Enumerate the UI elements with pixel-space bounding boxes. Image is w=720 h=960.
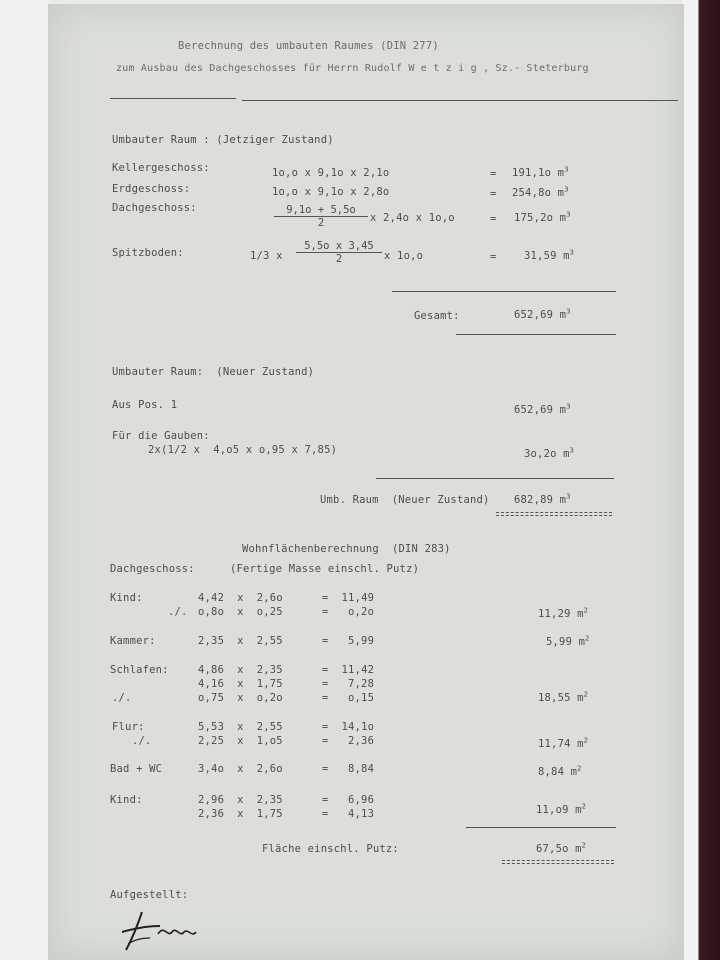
row-formula: x 2,4o x 1o,o	[370, 212, 455, 224]
room-line-prefix: ./.	[112, 692, 132, 704]
row-value: 191,1o $m^3$	[512, 165, 569, 179]
room-label: Flur:	[112, 721, 145, 733]
double-underline	[502, 863, 614, 864]
room-label: Kammer:	[110, 635, 156, 647]
row-value: 31,59 $m^3$	[524, 248, 575, 262]
room-line: 4,16 x 1,75 = 7,28	[198, 678, 375, 690]
pos-label: Aus Pos. 1	[112, 399, 178, 411]
document-subtitle: zum Ausbau des Dachgeschosses für Herrn Rudolf W e t z i g , Sz.- Steterburg	[116, 63, 589, 74]
room-label: Kind:	[110, 794, 143, 806]
room-line-prefix: ./.	[132, 735, 152, 747]
typed-document-page	[48, 4, 684, 960]
pos-value: 652,69 $m^3$	[514, 402, 571, 416]
row-fraction: $\frac{\text{5,5o x 3,45}}{2}$	[296, 240, 382, 265]
double-underline	[502, 860, 614, 861]
double-underline	[496, 515, 612, 516]
room-line: 2,25 x 1,o5 = 2,36	[198, 735, 375, 747]
row-value: 175,2o $m^3$	[514, 210, 571, 224]
room-sum: 11,29 $m^2$	[538, 606, 589, 620]
row-label: Dachgeschoss:	[112, 202, 197, 214]
room-line: 2,36 x 1,75 = 4,13	[198, 808, 375, 820]
room-label: Kind:	[110, 592, 143, 604]
row-prefix: 1/3 x	[250, 250, 283, 262]
room-label: Bad + WC	[110, 763, 163, 775]
room-line: 5,53 x 2,55 = 14,1o	[198, 721, 375, 733]
section1-heading: Umbauter Raum : (Jetziger Zustand)	[112, 134, 334, 146]
row-formula: 1o,o x 9,1o x 2,1o	[272, 167, 390, 179]
room-line: 3,4o x 2,6o = 8,84	[198, 763, 375, 775]
total-label: Fläche einschl. Putz:	[262, 843, 399, 855]
row-formula: x 1o,o	[384, 250, 424, 262]
section3-label: Dachgeschoss:	[110, 563, 195, 575]
room-line: 2,35 x 2,55 = 5,99	[198, 635, 375, 647]
document-title: Berechnung des umbauten Raumes (DIN 277)	[178, 40, 439, 52]
room-sum: 5,99 $m^2$	[546, 634, 590, 648]
section2-heading: Umbauter Raum: (Neuer Zustand)	[112, 366, 315, 378]
room-line-prefix: ./.	[168, 606, 188, 618]
room-label: Schlafen:	[110, 664, 169, 676]
room-sum: 8,84 $m^2$	[538, 764, 582, 778]
row-label: Kellergeschoss:	[112, 162, 210, 174]
header-rule-right	[242, 100, 678, 101]
room-sum: 11,o9 $m^2$	[536, 802, 587, 816]
row-label: Spitzboden:	[112, 247, 184, 259]
sum-rule	[466, 827, 616, 828]
row-equals: =	[490, 188, 497, 200]
row-label: Erdgeschoss:	[112, 183, 191, 195]
total-value: 682,89 $m^3$	[514, 492, 571, 506]
sum-rule	[376, 478, 614, 479]
row-equals: =	[490, 168, 497, 180]
section3-title: Wohnflächenberechnung (DIN 283)	[242, 543, 451, 555]
row-fraction: $\frac{9,1o + 5,5o}{2}$	[274, 204, 368, 229]
row-formula: 1o,o x 9,1o x 2,8o	[272, 186, 390, 198]
sum-rule	[392, 291, 616, 292]
total-label: Umb. Raum (Neuer Zustand)	[320, 494, 490, 506]
section3-note: (Fertige Masse einschl. Putz)	[230, 563, 420, 575]
room-line: 4,86 x 2,35 = 11,42	[198, 664, 375, 676]
gauben-formula: 2x(1/2 x 4,o5 x o,95 x 7,85)	[148, 444, 338, 456]
row-value: 254,8o $m^3$	[512, 185, 569, 199]
room-line: 4,42 x 2,6o = 11,49	[198, 592, 375, 604]
row-equals: =	[490, 251, 497, 263]
handwritten-signature	[120, 904, 210, 954]
total-rule	[456, 334, 616, 335]
double-underline	[496, 512, 612, 513]
gauben-label: Für die Gauben:	[112, 430, 210, 442]
gauben-value: 3o,2o $m^3$	[524, 446, 575, 460]
total-value: 67,5o $m^2$	[536, 841, 587, 855]
room-line: o,8o x o,25 = o,2o	[198, 606, 375, 618]
room-line: 2,96 x 2,35 = 6,96	[198, 794, 375, 806]
background-left	[0, 0, 50, 960]
background-right	[682, 0, 720, 960]
total-value: 652,69 $m^3$	[514, 307, 571, 321]
signature-label: Aufgestellt:	[110, 889, 189, 901]
header-rule-left	[110, 98, 236, 99]
room-line: o,75 x o,2o = o,15	[198, 692, 375, 704]
row-equals: =	[490, 213, 497, 225]
room-sum: 11,74 $m^2$	[538, 736, 589, 750]
total-label: Gesamt:	[414, 310, 460, 322]
room-sum: 18,55 $m^2$	[538, 690, 589, 704]
